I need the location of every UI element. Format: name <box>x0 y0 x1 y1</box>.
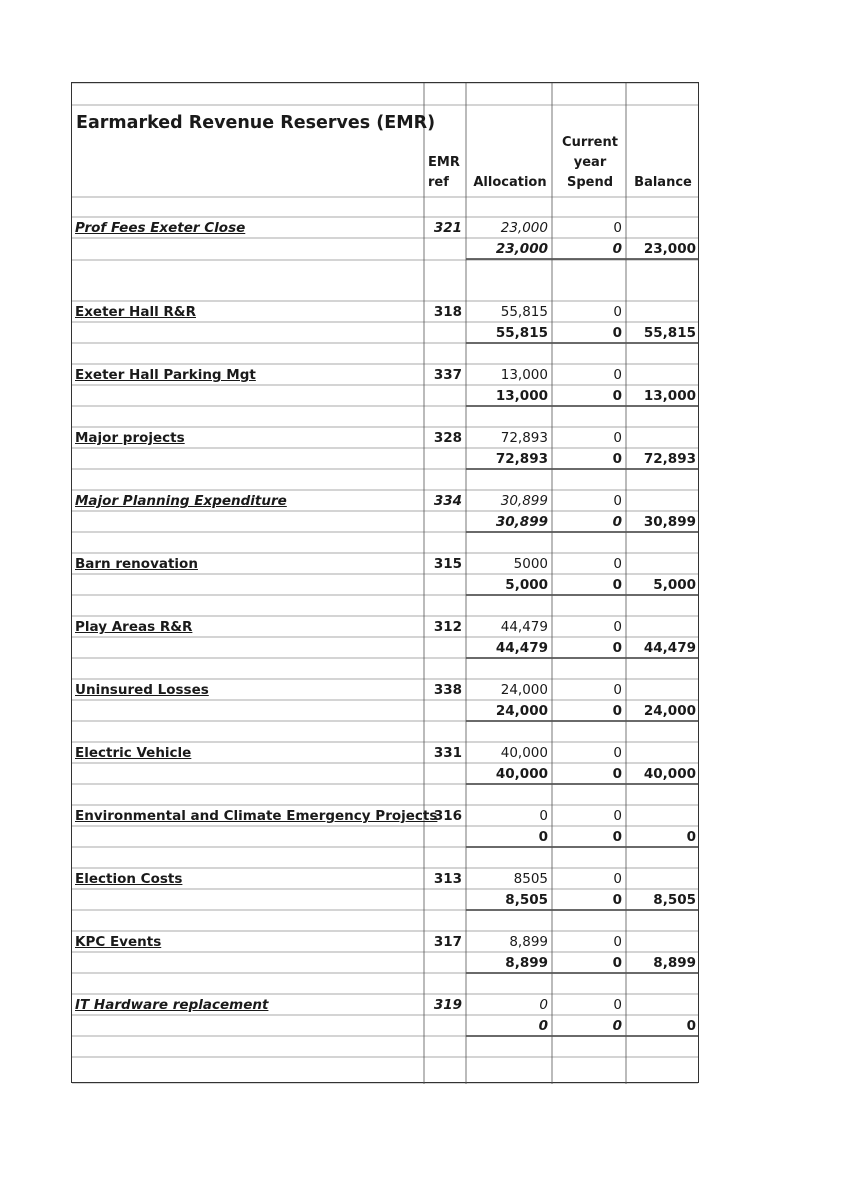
spend-value: 0 <box>613 808 622 824</box>
header-allocation: Allocation <box>473 175 547 190</box>
total-allocation: 0 <box>538 829 548 845</box>
balance-value: 40,000 <box>643 766 696 782</box>
reserve-label: Electric Vehicle <box>75 745 192 761</box>
reserve-label: Major projects <box>75 430 185 446</box>
emr-ref: 316 <box>433 808 462 824</box>
reserve-label: Play Areas R&R <box>75 619 193 635</box>
total-spend: 0 <box>612 325 622 341</box>
balance-value: 23,000 <box>643 241 696 257</box>
total-spend: 0 <box>612 766 622 782</box>
emr-ref: 312 <box>433 619 462 635</box>
header-current-year-spend <box>554 133 626 193</box>
reserve-label: IT Hardware replacement <box>75 997 269 1013</box>
balance-value: 8,899 <box>653 955 696 971</box>
header-emr-ref-line2: ref <box>428 175 449 190</box>
total-allocation: 8,505 <box>505 892 548 908</box>
emr-ref: 317 <box>433 934 462 950</box>
reserve-label: Uninsured Losses <box>75 682 209 698</box>
spend-value: 0 <box>613 556 622 572</box>
header-spend-line1: Current <box>562 135 618 150</box>
balance-value: 0 <box>686 1018 696 1034</box>
spend-value: 0 <box>613 367 622 383</box>
balance-value: 0 <box>686 829 696 845</box>
allocation-value: 44,479 <box>500 619 548 635</box>
header-emr-ref-line1: EMR <box>428 155 460 170</box>
total-allocation: 23,000 <box>495 241 548 257</box>
total-allocation: 30,899 <box>495 514 548 530</box>
spend-value: 0 <box>613 934 622 950</box>
allocation-value: 72,893 <box>500 430 548 446</box>
reserve-label: Election Costs <box>75 871 183 887</box>
reserve-label: KPC Events <box>75 934 162 950</box>
total-spend: 0 <box>612 514 622 530</box>
spend-value: 0 <box>613 619 622 635</box>
total-allocation: 13,000 <box>495 388 548 404</box>
reserve-label: Exeter Hall R&R <box>75 304 196 320</box>
total-spend: 0 <box>612 892 622 908</box>
spend-value: 0 <box>613 997 622 1013</box>
balance-value: 72,893 <box>643 451 696 467</box>
emr-ref: 313 <box>433 871 462 887</box>
reserve-label: Environmental and Climate Emergency Projects <box>75 808 438 824</box>
header-spend-line3: Spend <box>566 175 614 190</box>
allocation-value: 23,000 <box>500 220 548 236</box>
spend-value: 0 <box>613 430 622 446</box>
total-spend: 0 <box>612 577 622 593</box>
balance-value: 8,505 <box>653 892 696 908</box>
emr-ref: 334 <box>433 493 462 509</box>
allocation-value: 24,000 <box>500 682 548 698</box>
reserve-label: Prof Fees Exeter Close <box>75 220 246 236</box>
allocation-value: 40,000 <box>500 745 548 761</box>
allocation-value: 5000 <box>513 556 548 572</box>
emr-ref: 318 <box>433 304 462 320</box>
balance-value: 55,815 <box>643 325 696 341</box>
spend-value: 0 <box>613 493 622 509</box>
balance-value: 13,000 <box>643 388 696 404</box>
header-balance: Balance <box>634 175 692 190</box>
total-allocation: 24,000 <box>495 703 548 719</box>
page-title: Earmarked Revenue Reserves (EMR) <box>76 113 436 133</box>
allocation-value: 8505 <box>513 871 548 887</box>
total-allocation: 72,893 <box>495 451 548 467</box>
balance-value: 44,479 <box>643 640 696 656</box>
reserve-label: Exeter Hall Parking Mgt <box>75 367 256 383</box>
emr-ref: 328 <box>433 430 462 446</box>
total-allocation: 8,899 <box>505 955 548 971</box>
emr-ref: 338 <box>433 682 462 698</box>
spend-value: 0 <box>613 304 622 320</box>
reserve-label: Major Planning Expenditure <box>75 493 287 509</box>
balance-value: 30,899 <box>643 514 696 530</box>
reserves-table <box>71 82 699 1083</box>
allocation-value: 13,000 <box>500 367 548 383</box>
total-spend: 0 <box>612 640 622 656</box>
balance-value: 24,000 <box>643 703 696 719</box>
total-allocation: 0 <box>538 1018 548 1034</box>
emr-ref: 337 <box>433 367 462 383</box>
total-spend: 0 <box>612 241 622 257</box>
allocation-value: 0 <box>539 808 548 824</box>
total-spend: 0 <box>612 451 622 467</box>
spend-value: 0 <box>613 745 622 761</box>
total-allocation: 44,479 <box>495 640 548 656</box>
allocation-value: 8,899 <box>509 934 548 950</box>
emr-ref: 319 <box>433 997 462 1013</box>
allocation-value: 0 <box>539 997 548 1013</box>
total-spend: 0 <box>612 829 622 845</box>
emr-ref: 331 <box>433 745 462 761</box>
balance-value: 5,000 <box>653 577 696 593</box>
header-spend-line2: year <box>573 155 607 170</box>
spend-value: 0 <box>613 220 622 236</box>
spend-value: 0 <box>613 682 622 698</box>
allocation-value: 55,815 <box>500 304 548 320</box>
header-emr-ref <box>424 153 468 193</box>
reserve-label: Barn renovation <box>75 556 198 572</box>
total-spend: 0 <box>612 703 622 719</box>
spend-value: 0 <box>613 871 622 887</box>
allocation-value: 30,899 <box>500 493 548 509</box>
emr-ref: 315 <box>433 556 462 572</box>
total-allocation: 5,000 <box>505 577 548 593</box>
total-spend: 0 <box>612 1018 622 1034</box>
total-allocation: 55,815 <box>495 325 548 341</box>
emr-ref: 321 <box>433 220 462 236</box>
total-spend: 0 <box>612 955 622 971</box>
total-allocation: 40,000 <box>495 766 548 782</box>
total-spend: 0 <box>612 388 622 404</box>
